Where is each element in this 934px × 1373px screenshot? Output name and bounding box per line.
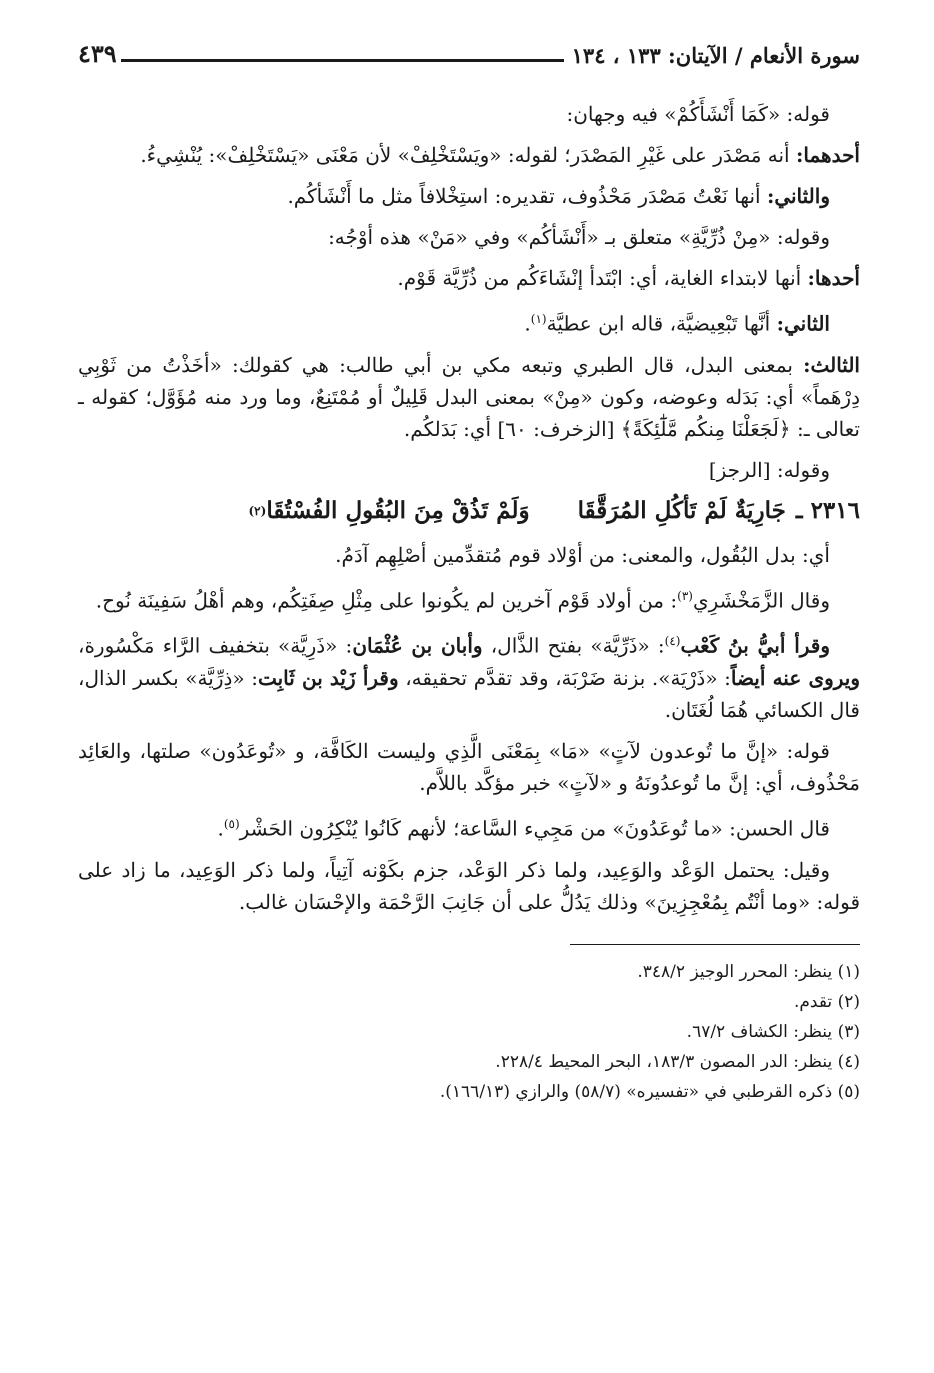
footnotes (78, 957, 860, 1107)
paragraph-10 (78, 580, 860, 617)
paragraph-text: وقيل: يحتمل الوَعْد والوَعِيد، ولما ذكر الوَعْد، جزم بكَوْنه آتِياً، ولما ذكر الوَعِيد، ما زاد على قوله: «وما أنْتُم بِمُعْجِزِينَ» وذلك يَدُلُّ على أن جَانِبَ الرَّحْمَة والإحْسَان غالب. (78, 857, 860, 914)
reader-name: ويروى عنه أيضاً (730, 665, 861, 690)
paragraph-text: : «ذِرِّيَّة» بكسر الذال، قال الكسائي هُمَا لُغَتَان. (78, 665, 860, 722)
page-number: ٤٣٩ (78, 39, 117, 68)
footnote-5: (٥) ذكره القرطبي في «تفسيره» (٥٨/٧) والرازي (١٦٦/١٣). (439, 1081, 860, 1102)
poetry-verse (78, 495, 860, 527)
footnote-ref: (٤) (664, 634, 681, 649)
footnote-1: (١) ينظر: المحرر الوجيز ٣٤٨/٢. (637, 961, 860, 982)
paragraph-7 (78, 349, 860, 445)
footnote-4: (٤) ينظر: الدر المصون ١٨٣/٣، البحر المحيط ٢٢٨/٤. (495, 1051, 860, 1072)
footnote-2: (٢) تقدم. (793, 991, 860, 1012)
paragraph-13 (78, 808, 860, 845)
verse-first-hemistich: جَارِيَةٌ لَمْ تَأكُلِ المُرَقَّقَا (577, 496, 786, 524)
paragraph-text: أنها لابتداء الغاية، أي: ابْتَدأ إنْشَاءَكُم من ذُرِّيَّة قَوْم. (397, 266, 808, 290)
paragraph-9 (78, 539, 860, 571)
point-label: أحدهما: (795, 143, 860, 167)
paragraph-text: وقوله: «مِنْ ذُرِّيَّةِ» متعلق بـ «أَنْشَأكُم» وفي «مَنْ» هذه أوْجُه: (328, 225, 830, 249)
paragraph-text: أنه مَصْدَر على غَيْرِ المَصْدَر؛ لقوله: «ويَسْتَخْلِفْ» لأن مَعْنَى «يَسْتَخْلِفْ»: يُنْشِيءُ. (140, 143, 796, 167)
paragraph-5 (78, 262, 860, 294)
paragraph-text: قوله: «كَمَا أَنْشَأَكُمْ» فيه وجهان: (566, 102, 830, 126)
paragraph-text: أي: بدل البُقُول، والمعنى: من أوْلاد قوم مُتقدِّمين أصْلِهِم آدَمُ. (335, 542, 830, 567)
verse-second-hemistich: وَلَمْ تَذُقْ مِنَ البُقُولِ الفُسْتُقَا (266, 496, 530, 524)
commentary-text (78, 98, 860, 918)
paragraph-text: وقال الزَّمَخْشَرِي (692, 588, 830, 613)
paragraph-2 (78, 139, 860, 171)
paragraph-8 (78, 454, 860, 486)
footnote-ref: (٢) (248, 503, 267, 518)
paragraph-text: : من أولاد قَوْم آخرين لم يكُونوا على مِثْلِ صِفَتِكُم، وهم أهْلُ سَفِينَة نُوح. (95, 588, 678, 613)
paragraph-11 (78, 625, 860, 726)
paragraph-text: : «ذَرْيَة». بزنة ضَرْبَة، وقد تقدَّم تحقيقه، (398, 665, 731, 690)
paragraph-text: قال الحسن: «ما تُوعَدُونَ» من مَجِيء السَّاعة؛ لأنهم كَانُوا يُنْكِرُون الحَشْر (239, 816, 830, 841)
header-rule (121, 59, 564, 62)
paragraph-text: : «ذَرِّيَّة» بفتح الذَّال، (482, 633, 665, 658)
paragraph-text: أنَّها تَبْعِيضيَّة، قاله ابن عطيَّة (546, 311, 777, 336)
book-page (78, 30, 860, 1350)
paragraph-4 (78, 221, 860, 253)
paragraph-text: قوله: «إنَّ ما تُوعدون لآتٍ» «مَا» بِمَعْنَى الَّذِي وليست الكَافَّة، و «تُوعَدُون» صلتها، والعَائِد مَحْذُوف، أي: إنَّ ما تُوعدُونَهُ و «لآتٍ» خبر مؤكَّد باللاَّم. (78, 738, 860, 795)
paragraph-text: بمعنى البدل، قال الطبري وتبعه مكي بن أبي طالب: هي كقولك: «أخَذْتُ من ثَوْبِي دِرْهَماً» أي: بَدَله وعوضه، وكون «مِنْ» بمعنى البدل قَلِيلٌ أو مُمْتَنِعٌ، وما ورد منه مُؤَوَّل؛ كقوله ـ تعالى ـ: ﴿لَجَعَلْنَا مِنكُم مَّلَٰٓئِكَةً﴾ [الزخرف: ٦٠] أي: بَدَلكُم. (78, 352, 860, 441)
paragraph-6 (78, 303, 860, 340)
paragraph-end: . (524, 311, 531, 336)
point-label: والثاني: (766, 184, 830, 208)
paragraph-12 (78, 735, 860, 799)
footnote-3: (٣) ينظر: الكشاف ٦٧/٢. (686, 1021, 860, 1042)
running-header (78, 30, 860, 68)
point-label: الثالث: (803, 352, 860, 377)
footnote-ref: (١) (530, 312, 547, 326)
point-label: أحدها: (807, 266, 860, 290)
verse-number: ٢٣١٦ ـ (795, 496, 860, 524)
footnote-ref: (٣) (677, 588, 693, 603)
paragraph-14 (78, 854, 860, 918)
paragraph-end: . (217, 816, 224, 841)
paragraph-text: أنها نَعْتُ مَصْدَر مَحْذُوف، تقديره: استِخْلافاً مثل ما أَنْشَأكُم. (287, 184, 767, 208)
point-label: الثاني: (776, 311, 830, 336)
footnote-separator (570, 944, 860, 945)
paragraph-text: : «ذَرِيَّة» بتخفيف الرَّاء مَكْسُورة، (78, 633, 353, 658)
paragraph-text: وقوله: [الرجز] (708, 457, 830, 482)
paragraph-3 (78, 180, 860, 212)
reader-name: وقرأ أبيُّ بنُ كَعْب (680, 633, 831, 658)
footnote-ref: (٥) (223, 816, 240, 831)
paragraph-1 (78, 98, 860, 130)
reader-name: وقرأ زَيْد بن ثَابِت (257, 665, 399, 690)
surah-title: سورة الأنعام / الآيتان: ١٣٣ ، ١٣٤ (571, 43, 860, 68)
reader-name: وأبان بن عُثْمَان (352, 633, 483, 658)
